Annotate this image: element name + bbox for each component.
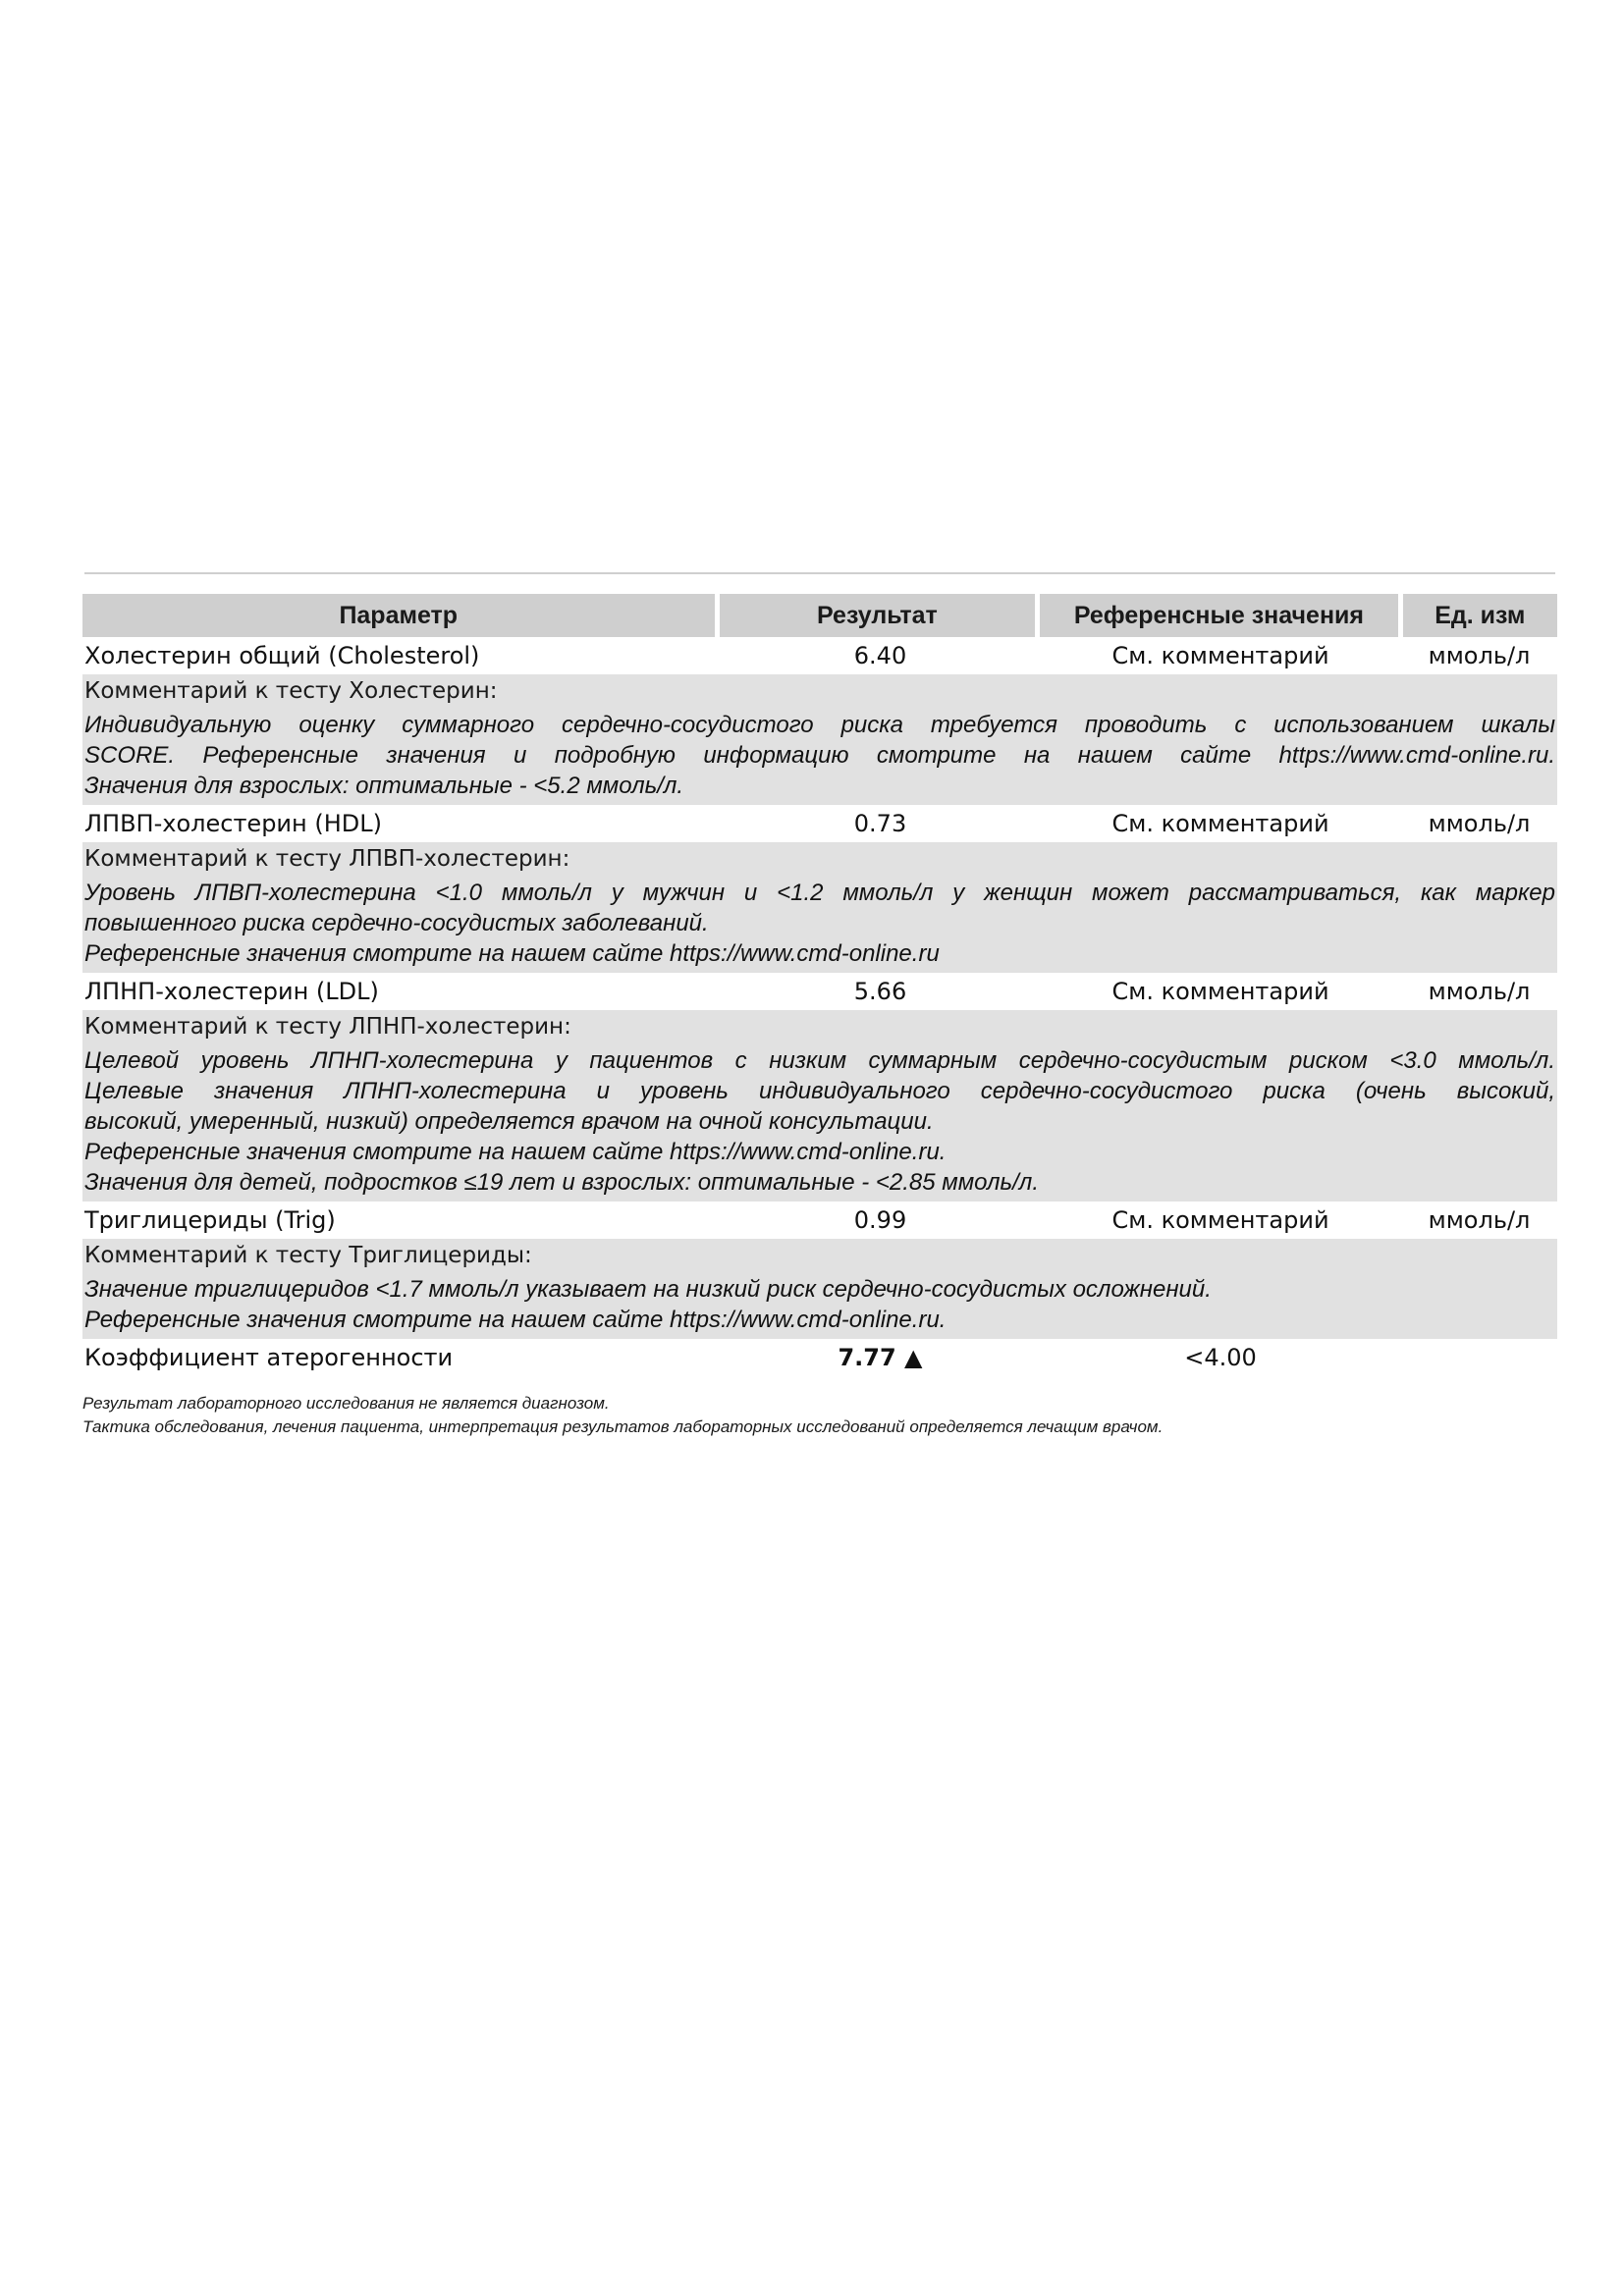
comment-label: Комментарий к тесту Холестерин: [82,674,1557,708]
comment-line: Значения для взрослых: оптимальные - <5.2 ммоль/л. [84,773,684,799]
comment-line: Референсные значения смотрите на нашем сайте https://www.cmd-online.ru. [84,1139,947,1165]
comment-label: Комментарий к тесту Триглицериды: [82,1239,1557,1272]
test-unit: ммоль/л [1428,1206,1531,1234]
comment-line: Значения для детей, подростков ≤19 лет и взрослых: оптимальные - <2.85 ммоль/л. [84,1169,1040,1196]
table-row-atherogenic [82,1339,1557,1376]
table-row [82,637,1557,674]
test-unit: ммоль/л [1428,810,1531,837]
comment-line: повышенного риска сердечно-сосудистых заболеваний. [84,910,709,936]
test-result: 0.73 [853,810,907,837]
comment-line: Целевые значения ЛПНП-холестерина и уровень индивидуального сердечно-сосудистого риска (очень высокий, [84,1078,1555,1104]
test-name: Холестерин общий (Cholesterol) [84,642,480,669]
test-result: 6.40 [853,642,907,669]
comment-body [82,708,1557,805]
test-unit: ммоль/л [1428,978,1531,1005]
test-result-flagged-high: 7.77 ▲ [838,1344,923,1371]
test-name: Коэффициент атерогенности [84,1344,454,1371]
disclaimer-line: Тактика обследования, лечения пациента, интерпретация результатов лабораторных исследований определяется лечащим врачом. [82,1417,1164,1436]
test-name: ЛПНП-холестерин (LDL) [84,978,379,1005]
test-name: Триглицериды (Trig) [84,1206,336,1234]
comment-label: Комментарий к тесту ЛПВП-холестерин: [82,842,1557,876]
comment-line: Значение триглицеридов <1.7 ммоль/л указывает на низкий риск сердечно-сосудистых осложнений. [84,1276,1212,1303]
lab-results-table [82,594,1557,1376]
table-row [82,805,1557,842]
test-name: ЛПВП-холестерин (HDL) [84,810,382,837]
test-reference: См. комментарий [1111,1206,1329,1234]
test-reference: См. комментарий [1111,810,1329,837]
test-reference: См. комментарий [1111,978,1329,1005]
comment-body [82,876,1557,973]
comment-line: Референсные значения смотрите на нашем сайте https://www.cmd-online.ru [84,940,940,967]
test-unit: ммоль/л [1428,642,1531,669]
disclaimer [82,1392,1163,1439]
header-param: Параметр [339,601,459,629]
test-reference: <4.00 [1184,1344,1257,1371]
comment-line: высокий, умеренный, низкий) определяется врачом на очной консультации. [84,1108,934,1135]
comment-line: Референсные значения смотрите на нашем сайте https://www.cmd-online.ru. [84,1307,947,1333]
comment-line: SCORE. Референсные значения и подробную информацию смотрите на нашем сайте https://www.cmd-online.ru. [84,742,1555,769]
disclaimer-line: Результат лабораторного исследования не является диагнозом. [82,1394,610,1413]
comment-line: Целевой уровень ЛПНП-холестерина у пациентов с низким суммарным сердечно-сосудистым риском <3.0 ммоль/л. [84,1047,1555,1074]
comment-line: Уровень ЛПВП-холестерина <1.0 ммоль/л у мужчин и <1.2 ммоль/л у женщин может рассматриваться, как маркер [84,880,1555,906]
comment-label: Комментарий к тесту ЛПНП-холестерин: [82,1010,1557,1043]
comment-line: Индивидуальную оценку суммарного сердечно-сосудистого риска требуется проводить с использованием шкалы [84,712,1555,738]
header-unit: Ед. изм [1398,594,1557,637]
test-result: 5.66 [853,978,907,1005]
table-row [82,973,1557,1010]
comment-body [82,1043,1557,1201]
header-reference: Референсные значения [1035,594,1397,637]
header-result: Результат [715,594,1036,637]
top-divider [84,572,1555,574]
test-result: 0.99 [853,1206,907,1234]
comment-body [82,1272,1557,1339]
table-row [82,1201,1557,1239]
table-header [82,594,1557,637]
test-reference: См. комментарий [1111,642,1329,669]
